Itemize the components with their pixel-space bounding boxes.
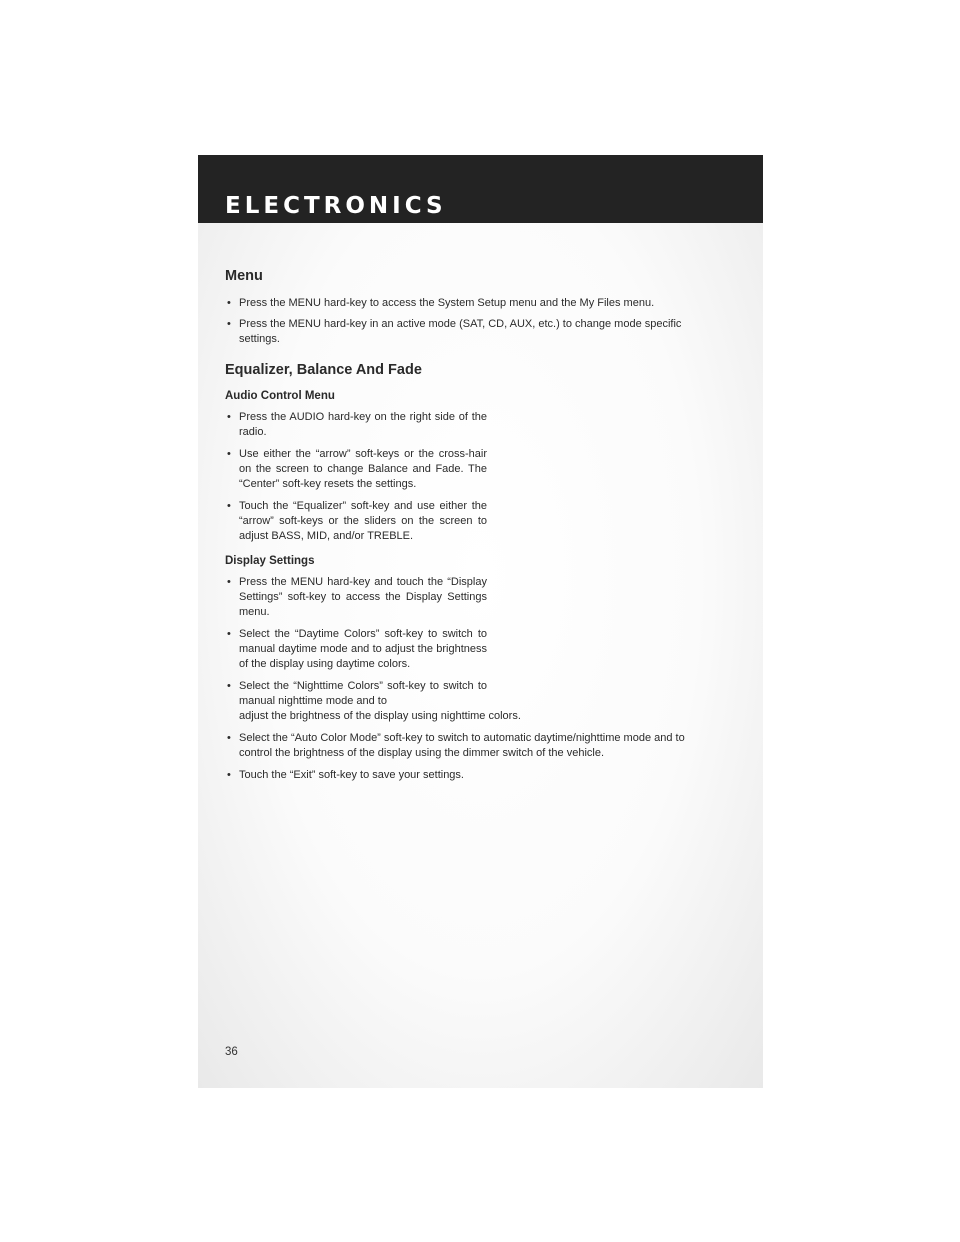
audio-control-subheading: Audio Control Menu xyxy=(225,390,335,402)
manual-page xyxy=(198,155,763,1088)
display-settings-subheading: Display Settings xyxy=(225,555,315,567)
list-item: • Press the MENU hard-key to access the System Setup menu and the My Files menu. xyxy=(225,296,715,311)
nighttime-text-wide: adjust the brightness of the display using nighttime colors. xyxy=(239,710,521,722)
list-item: • Use either the “arrow” soft-keys or the cross-hair on the screen to change Balance and Fade. The “Center” soft-key resets the settings. xyxy=(225,447,487,492)
nighttime-text-narrow: • Select the “Nighttime Colors” soft-key to switch to manual nighttime mode and to xyxy=(239,680,487,707)
section-title: ELECTRONICS xyxy=(225,193,447,219)
list-item: • Press the MENU hard-key in an active mode (SAT, CD, AUX, etc.) to change mode specific settings. xyxy=(225,317,715,347)
list-item xyxy=(225,679,715,724)
list-item: • Select the “Auto Color Mode” soft-key to switch to automatic daytime/nighttime mode and to control the brightness of the display using the dimmer switch of the vehicle. xyxy=(225,731,715,761)
list-item: • Press the MENU hard-key and touch the “Display Settings” soft-key to access the Display Settings menu. xyxy=(225,575,487,620)
equalizer-heading: Equalizer, Balance And Fade xyxy=(225,362,422,378)
page-content xyxy=(225,268,715,783)
section-header xyxy=(198,155,763,223)
list-item: • Touch the “Exit” soft-key to save your settings. xyxy=(225,768,715,783)
page-number: 36 xyxy=(225,1046,238,1058)
menu-heading: Menu xyxy=(225,268,263,284)
list-item: • Select the “Daytime Colors” soft-key to switch to manual daytime mode and to adjust the brightness of the display using daytime colors. xyxy=(225,627,487,672)
list-item: • Press the AUDIO hard-key on the right side of the radio. xyxy=(225,410,487,440)
list-item: • Touch the “Equalizer” soft-key and use either the “arrow” soft-keys or the sliders on the screen to adjust BASS, MID, and/or TREBLE. xyxy=(225,499,487,544)
